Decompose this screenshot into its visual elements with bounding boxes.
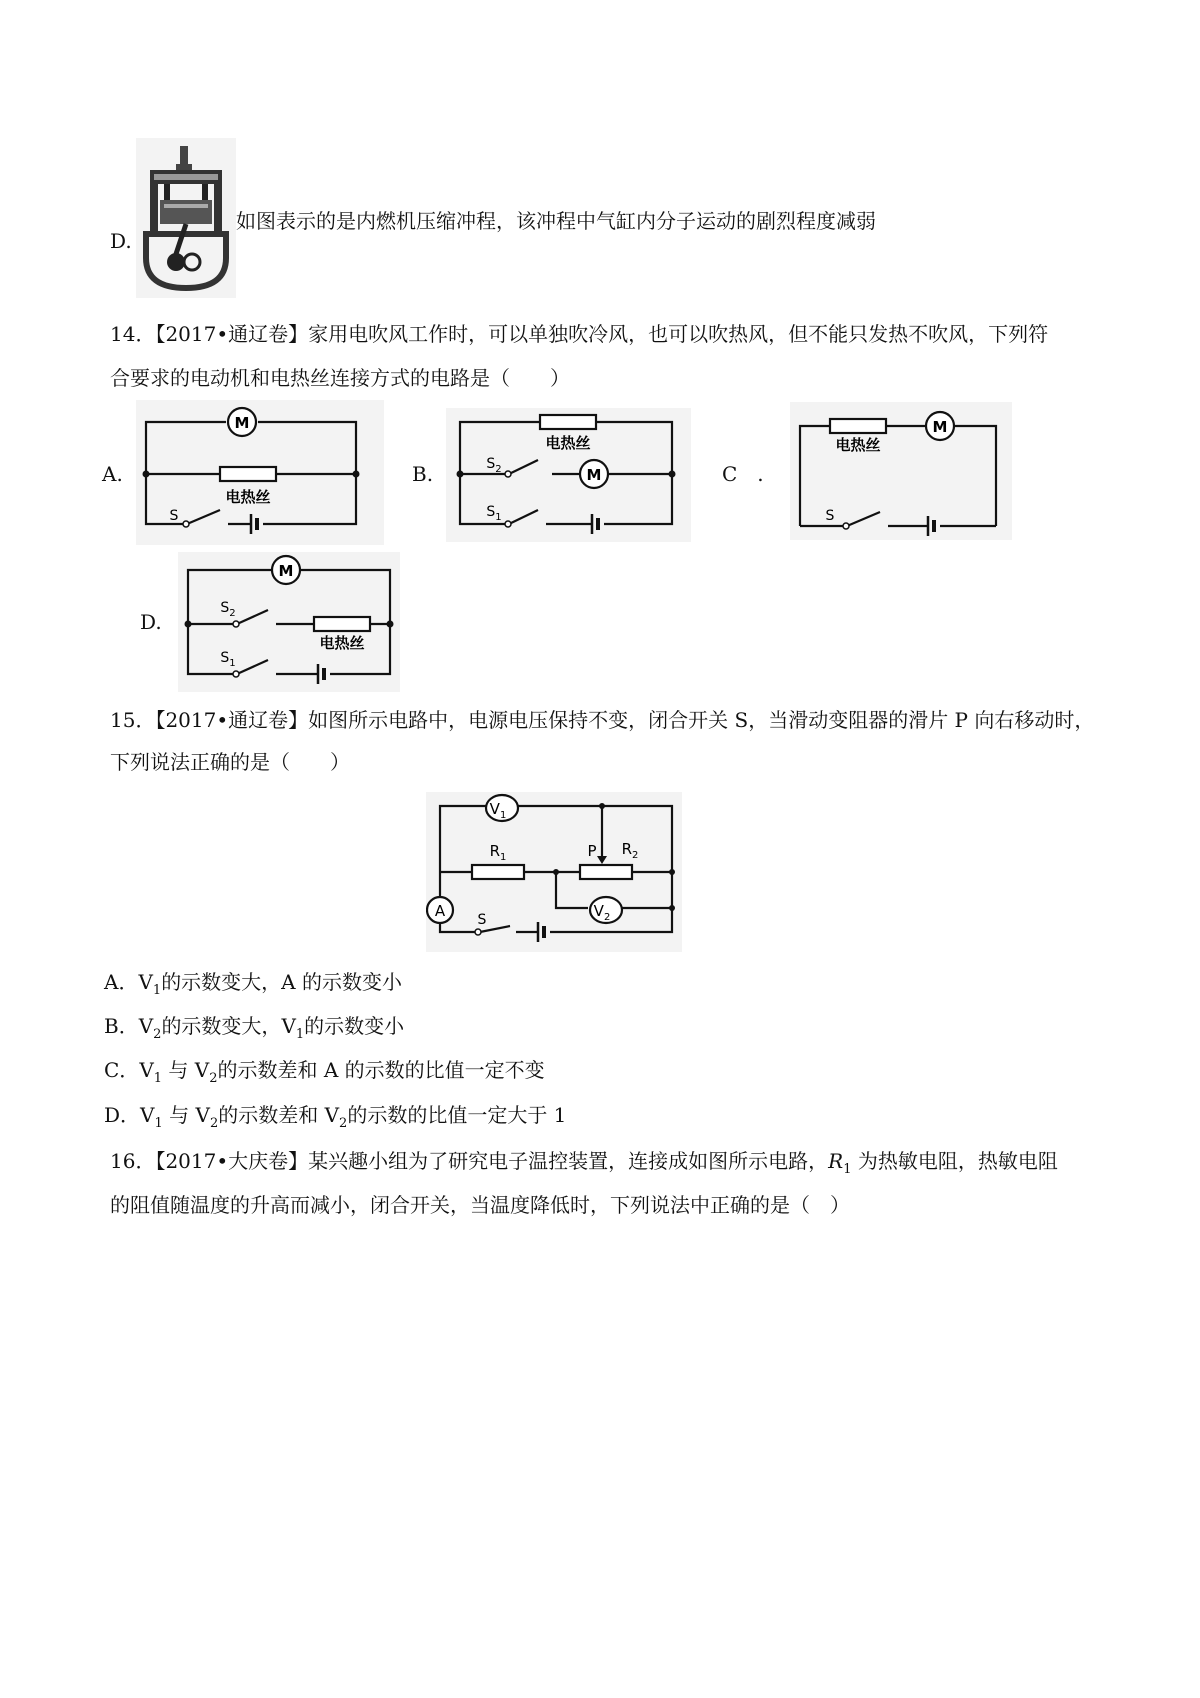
q15-r1-label: $R_1$: [489, 842, 507, 863]
q14-circuit-a: [136, 400, 384, 545]
q14-b-s2-label: $S_2$: [486, 456, 502, 475]
q14-option-c-label: C .: [722, 462, 764, 486]
q15-switch-label: S: [477, 912, 487, 928]
q15-p-label: P: [587, 842, 597, 860]
q15-option-b: B．$V_2$的示数变大，$V_1$的示数变小: [104, 1014, 405, 1042]
q14-stem-line1: 14．【2017•通辽卷】家用电吹风工作时，可以单独吹冷风，也可以吹热风，但不能只发热不吹风，下列符: [110, 322, 1049, 346]
q14-circuit-d: [178, 552, 400, 692]
q14-c-heater-label: 电热丝: [835, 436, 881, 454]
q14-option-d-label: D.: [140, 610, 162, 634]
q13-option-d-text: 如图表示的是内燃机压缩冲程，该冲程中气缸内分子运动的剧烈程度减弱: [236, 209, 876, 233]
q15-circuit: [426, 792, 682, 952]
q16-stem-line1: 16．【2017•大庆卷】某兴趣小组为了研究电子温控装置，连接成如图所示电路，$R_1$ 为热敏电阻，热敏电阻: [110, 1149, 1058, 1177]
q14-d-s1-label: $S_1$: [220, 650, 236, 669]
q14-option-a-label: A.: [102, 462, 123, 486]
q14-b-motor-label: M: [586, 466, 602, 484]
q14-d-s2-label: $S_2$: [220, 600, 236, 619]
q15-stem-line1: 15．【2017•通辽卷】如图所示电路中，电源电压保持不变，闭合开关 S，当滑动变阻器的滑片 P 向右移动时，: [110, 708, 1095, 732]
q14-circuit-b: [446, 408, 691, 542]
q14-a-switch-label: S: [169, 508, 179, 524]
q14-b-s1-label: $S_1$: [486, 504, 502, 523]
q14-c-motor-label: M: [932, 418, 948, 436]
q15-stem-line2: 下列说法正确的是（ ）: [110, 750, 350, 774]
q14-stem-line2: 合要求的电动机和电热丝连接方式的电路是（ ）: [110, 366, 570, 390]
q15-v2-label: $V_2$: [593, 902, 611, 923]
q14-b-heater-label: 电热丝: [545, 434, 591, 452]
q13-option-d-label: D.: [110, 229, 132, 253]
q15-v1-label: $V_1$: [489, 800, 507, 821]
q15-option-d: D．$V_1$ 与 $V_2$的示数差和 $V_2$的示数的比值一定大于 1: [104, 1103, 567, 1131]
q15-r2-label: $R_2$: [621, 840, 639, 861]
q14-a-heater-label: 电热丝: [225, 488, 271, 506]
q14-d-heater-label: 电热丝: [319, 634, 365, 652]
q15-option-a: A．$V_1$的示数变大，A 的示数变小: [104, 970, 402, 998]
q15-option-c: C．$V_1$ 与 $V_2$的示数差和 A 的示数的比值一定不变: [104, 1058, 545, 1086]
q16-stem-line2: 的阻值随温度的升高而减小，闭合开关，当温度降低时，下列说法中正确的是（ ）: [110, 1193, 850, 1217]
q14-circuit-c: [790, 402, 1012, 540]
q14-a-motor-label: M: [234, 414, 250, 432]
engine-compression-figure: [136, 138, 236, 298]
q14-d-motor-label: M: [278, 562, 294, 580]
q15-ammeter-label: A: [434, 902, 446, 920]
q14-c-switch-label: S: [825, 508, 835, 524]
q14-option-b-label: B.: [412, 462, 434, 486]
